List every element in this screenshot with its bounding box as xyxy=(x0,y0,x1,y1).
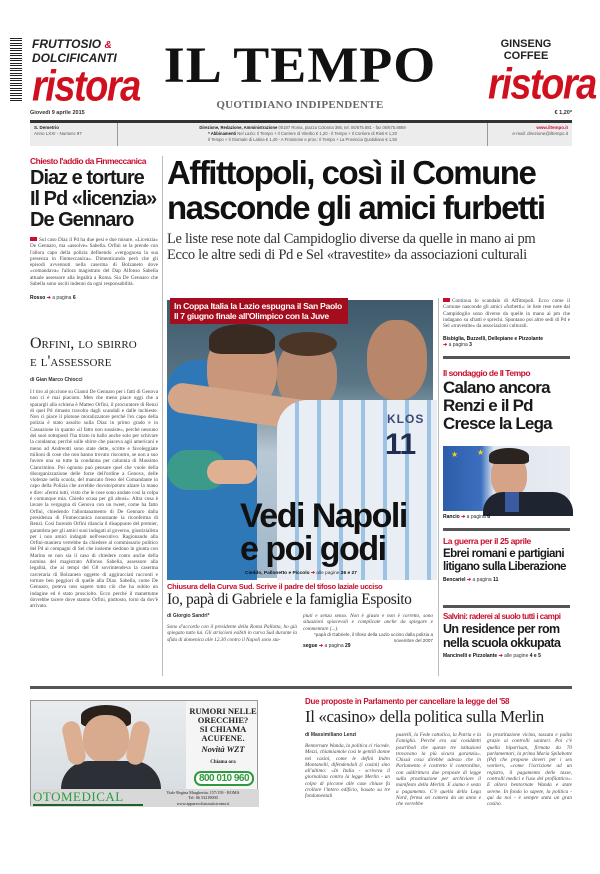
renzi-photo[interactable] xyxy=(443,446,570,511)
headline-line: Renzi e il Pd xyxy=(443,396,533,415)
story-col1: Bentornate Wanda, la politica ci riscede. Mezzi, chiamiamole così le gentili donne nei casini, come le definì Indro Montanelli, difendendoli (i casini) sino all'ultimo: «In Italia - scriveva il giornalista contro la legge Merlin - un colpo di piccone alle case chiuse fa crollare l'intero edificio, basato su tre fondamentali xyxy=(305,743,390,800)
headline-line: Ebrei romani e partigiani xyxy=(443,547,564,560)
editorial-title[interactable] xyxy=(30,335,158,371)
section-rule xyxy=(443,605,570,608)
issue-number: Anno LXXI - Numero 97 xyxy=(34,131,82,136)
story-author: di Massimiliano Lenzi xyxy=(305,732,357,738)
story-ref[interactable] xyxy=(30,295,158,301)
story-headline[interactable] xyxy=(30,168,158,231)
player-hair xyxy=(209,324,275,354)
ref-page-number: 26 e 27 xyxy=(340,571,357,576)
story-body xyxy=(30,237,158,294)
ad-line: ACUFENE. xyxy=(201,733,245,743)
title-line: Orfini, lo sbirro xyxy=(30,335,137,352)
story-headline[interactable] xyxy=(443,622,573,650)
story-headline[interactable] xyxy=(443,547,573,573)
ref-page-label: alle pagine xyxy=(316,571,340,576)
info-bundles: Nel Lazio: Il Tempo + Il Corriere di Viterbo € 1,20 - Il Tempo + Il Corriere di Rieti € 1,20 xyxy=(237,130,397,136)
ref-author: segue xyxy=(303,643,318,649)
story-note: *papà di Gabriele, il tifoso della Lazio ucciso dalla polizia a novembre del 2007 xyxy=(314,632,433,643)
sport-ref[interactable] xyxy=(245,571,435,576)
red-bullet-icon xyxy=(443,298,450,302)
ref-page-label: a pagina xyxy=(472,577,492,583)
saint-of-day: S. Demetrio xyxy=(34,125,60,130)
story-body-text: Sul caso Diaz il Pd ha due pesi e due misure. «Licenzia» De Gennaro, ma «assolve» Sabella. Orfini se la prende con l'allora capo della polizia definendo «vergognosa la sua presenza in Finmeccanica». Dimenticando però che gli episodi avvennuti nella caserma di Bolzaneto dove «comandava» l'allora magistrato del Dap Alfonso Sabella attuale assessore alla legalità a Roma. Sia De Gennaro che Sabella sono usciti indenni da ogni responsabilità. xyxy=(30,237,158,288)
ref-page-label: alle pagine xyxy=(504,653,529,659)
headline-line: De Gennaro xyxy=(30,209,134,231)
ad-brand-logo: OTOMEDICAL xyxy=(33,789,124,804)
story-kicker: Due proposte in Parlamento per cancellare la legge del '58 xyxy=(305,697,510,706)
ad-brand-underline xyxy=(33,804,143,806)
story-ref[interactable] xyxy=(303,643,433,649)
eu-star-icon: ★ xyxy=(451,450,459,459)
story-merlin xyxy=(305,697,573,808)
ref-page-label: a pagina xyxy=(448,342,468,348)
promo-line1: GINSENG xyxy=(500,38,552,50)
promo-line2: DOLCIFICANTI xyxy=(32,51,117,65)
ref-page-number: 4 e 5 xyxy=(529,653,541,659)
subhead-line: Ecco le altre sedi di Pd e Sel «travestite» da associazioni culturali xyxy=(167,247,527,263)
ad-line: SI CHIAMA xyxy=(199,724,247,734)
email-link[interactable]: e-mail: direzione@iltempo.it xyxy=(512,131,568,136)
ad-contact-line: www.apparecchiacusticiroma.it xyxy=(176,800,230,806)
ref-page-number: 6 xyxy=(72,295,76,301)
man-hand xyxy=(125,720,152,767)
headline-line: nella scuola okkupata xyxy=(443,636,561,650)
story-war xyxy=(443,536,573,583)
ref-author: Rosso xyxy=(30,295,46,301)
ref-page-number: 11 xyxy=(493,577,499,583)
story-col3: la prostituzione vicina, tassata e pulita grazie ai controlli sanitari. Poi c'è quella bipartisan, firmata da 70 parlamentari, la prima Maria Spilabotte (Pd) che propone doveri per i sex workers, «come l'iscrizione ad un registro, il pagamento delle tasse, controlli medici e l'uso del profilattico». E allora bentornate Wanda e state serene. In fondo lo sapete, la politica - qui da noi - è sempre stata un gran casino. xyxy=(487,732,572,808)
poll-ref[interactable] xyxy=(443,514,490,520)
editorial-body: I l tiro al piccione su Gianni De Gennaro per i fatti di Genova non ci è mai piaciuto. Men che meno piace oggi che a sparargli alla schiena è Matteo Orfini, il procuratore di Renzi di quel Pd rimasto travolto dagli scandali e dalle inchieste. Non ci piace il plotone moralizzatore perché l'ex capo della polizia è stato assolto sulla Diaz in primo grado e in Cassazione in quanto «il fatto non sussiste», perché nessuno dei suoi sottoposti l'ha tirato in ballo anche solo per schivare la condanna; perché sulle sbirre che piaceva agli americani e meno ad Andreotti sono state dette, scritte e favoleggiate milioni di cose che non hanno trovato riscontro, se non a suo favore una su tutte la condanna per calunnia di Massimo Ciancimino. Poi ognuno può pensare quel che vuole della disorganizzazione delle forze dell'ordine a Genova, delle violenze nella scuola, del mancato freno del Comandante in capo della Polizia che avrebbe dovuto/potuto alzare la mano e dire: «fermi tutti, visto che le cose sono andate così la colpa è comunque mia. Chiedo scusa per gli abusi». Altra cosa è lavare la vergogna di Genova con un tweet, come ha fatto Orfini, chiedendo l'allontanamento di De Gennaro dalla presidenza di Finmeccanica nonostante la riconferma di Renzi. Così facendo Orfini rilancia il disappunto del premier, garantista per gli amici suoi indagati al governo, giustizialista per i non amici indagati nell'esecutivo. Ragionando alla Orfini-maniera verrebbe da chiedere al commissario politico del Pd ai compagni di Sel che insieme siedono in giunta con Marino se non sia il caso di chiedere conto anche della nomina del magistrato Alfonso Sabella, assessore alla legalità, che ai tempi del G8 sovrintendeva la caserma carceraria di Bolzaneto oggetto di aggiracciati racconti e torture ben peggiori di quelle alla Diaz. Sabella, come De Gennaro, poteva non sapere tutto ciò che ha subito un indagine ed è stato prosciolto. Ecco perché il manettume dovrebbe tacere dove stanno Orfini, piuttosto, torni da dov'è arrivato. xyxy=(30,389,158,610)
ref-author: Mancinelli e Pizzolante xyxy=(443,653,498,659)
column-divider xyxy=(162,156,163,676)
column-divider xyxy=(438,298,439,676)
ref-authors: Cieddo, Pallonetto e Piccolo xyxy=(245,571,310,576)
headline-line: Diaz e torture xyxy=(30,167,144,189)
story-poll xyxy=(443,368,573,433)
section-rule xyxy=(443,356,570,359)
headline-line: Affittopoli, così il Comune xyxy=(167,154,536,191)
masthead-logo: IL TEMPO xyxy=(163,36,437,94)
lead-authors: Bisbiglia, Buzzelli, Dellepiane e Pizzolante xyxy=(443,336,544,342)
editorial xyxy=(30,335,158,715)
story-headline[interactable]: Il «casino» della politica sulla Merlin xyxy=(305,707,544,726)
info-bar xyxy=(30,120,572,146)
banner-line: Il 7 giugno finale all'Olimpico con la Juve xyxy=(174,311,329,321)
ref-author: Bencariel xyxy=(443,577,466,583)
ref-author: Rancio xyxy=(443,514,460,520)
jersey-name: KLOS xyxy=(387,412,425,426)
story-body-right: piuti e senza senso. Non è giusto e non è corretto, sono situazioni spiacevoli e complicate anche da spiegare e commentare (...). xyxy=(303,613,433,632)
headline-line: Un residence per rom xyxy=(443,622,560,636)
player-face xyxy=(367,320,427,400)
info-address: 00187 Roma, piazza Colonna 366, tel. 06/675.881 - fax 06/675.8869 xyxy=(278,125,406,130)
ref-page-number: 8 xyxy=(487,514,491,520)
ad-call-label: Chiama ora xyxy=(210,760,236,765)
man-suit xyxy=(61,761,161,789)
price: € 1,20* xyxy=(554,110,572,116)
story-headline[interactable] xyxy=(443,379,573,433)
ref-page-number: 3 xyxy=(469,342,472,348)
promo-line2: COFFEE xyxy=(503,50,549,62)
promo-brand-logo: ristora xyxy=(488,60,596,109)
arrow-icon: ➔ xyxy=(498,653,503,659)
story-author: di Giorgio Sandri* xyxy=(167,613,210,619)
ad-photo xyxy=(31,701,186,789)
story-ref[interactable] xyxy=(443,653,573,659)
headline-line: e poi godi xyxy=(240,530,386,568)
info-bundles-2: Il Tempo + Il Giornale di Latina € 1,40 - A Frosinone e prov.: Il Tempo + La Provincia Quotidiano € 1,50 xyxy=(207,136,397,142)
ad-headline xyxy=(189,707,257,767)
headline-line: Calano ancora xyxy=(443,378,550,397)
promo-line1: FRUTTOSIO xyxy=(32,37,102,51)
story-diaz xyxy=(30,156,158,301)
headline-line: nasconde gli amici furbetti xyxy=(167,189,545,226)
ad-contact-line: Tel. 06 33219000 xyxy=(188,795,218,801)
banner-line: In Coppa Italia la Lazio espugna il San Paolo xyxy=(174,301,342,311)
lead-headline[interactable] xyxy=(167,155,572,225)
issue-date: Giovedì 9 aprile 2015 xyxy=(30,110,85,116)
arrow-icon: ➔ xyxy=(46,295,51,301)
ad-footer xyxy=(31,789,259,807)
arrow-icon: ➔ xyxy=(318,643,324,649)
lead-body xyxy=(443,298,570,336)
headline-line: Il Pd «licenzia» xyxy=(30,188,157,210)
headline-line: Vedi Napoli xyxy=(240,497,407,535)
headline-line: Cresce la Lega xyxy=(443,414,552,433)
jersey-number: 11 xyxy=(385,428,416,461)
section-rule xyxy=(30,686,572,689)
player-hair xyxy=(279,332,337,356)
story-col2: pustelli, la Fede cattolica, la Patria e la Famiglia. Perché era sui cosiddetti postriboli che queste tre istituzioni trovavano la più sicura garanzia». Chissà cosa direbbe adesso che in Parlamento è costretto il contrordine, con addirittura due proposte di legge sulla prostituzione per archiviare il manifesto della Merlin. E siamo è sesto a pagamento. C'è quella della Lega Nord, ferma sei camera da un anno e che vorrebbe xyxy=(396,732,481,808)
info-address-label: Direzione, Redazione, Amministrazione xyxy=(199,125,278,130)
story-kicker: Chiusura della Curva Sud. Scrive il padre del tifoso laziale ucciso xyxy=(167,582,383,591)
advertisement-otomedical[interactable] xyxy=(30,700,258,806)
story-headline[interactable]: Io, papà di Gabriele e la famiglia Esposito xyxy=(167,591,412,608)
section-rule xyxy=(443,528,570,531)
sport-headline[interactable] xyxy=(240,497,435,568)
story-ref[interactable] xyxy=(443,577,573,583)
story-kicker: La guerra per il 25 aprile xyxy=(443,536,531,546)
lead-body-text: Continua lo scandalo di Affittopoli. Ecco come il Comune nasconde gli amici «furbetti»: le liste rese note dal Campidoglio sono diverse da quelle in mano ai pm che indagano su sfratti e sprechi. Spuntano poi altre sedi di Pd e Sel «travestite» da associazioni culturali. xyxy=(443,298,570,330)
left-promo-ad xyxy=(32,37,140,111)
ad-phone-number[interactable]: 800 010 960 xyxy=(194,771,254,786)
info-bundles-label: * Abbinamenti xyxy=(208,130,237,136)
headline-line: litigano sulla Liberazione xyxy=(443,560,566,573)
story-kicker: Salvini: raderei al suolo tutti i campi xyxy=(443,612,561,621)
player-hand xyxy=(207,460,257,484)
man-hand xyxy=(61,720,88,767)
lead-story xyxy=(167,155,572,263)
lead-ref[interactable] xyxy=(443,342,570,348)
story-body-left: Sono d'accordo con il presidente della Roma Pallotta, ho già spiegato tutto lui. Gli striscioni esibiti in curva Sud durante la sfida di domenica alle 12.30 contro il Napoli sono sta- xyxy=(167,624,297,643)
story-kicker: Il sondaggio de Il Tempo xyxy=(443,368,531,378)
story-salvini xyxy=(443,612,573,659)
right-promo-ad xyxy=(478,38,596,109)
renzi-suit xyxy=(483,492,573,516)
lead-story-body xyxy=(443,298,570,359)
story-curva xyxy=(167,582,433,650)
ad-line: RUMORI NELLE xyxy=(189,706,257,716)
barcode xyxy=(10,38,22,102)
ad-contact-line: Viale Regina Margherita, 157/159 - ROMA xyxy=(166,790,240,795)
masthead-tagline: QUOTIDIANO INDIPENDENTE xyxy=(216,99,384,111)
ref-page-label: a pagina xyxy=(52,295,72,301)
lead-subhead xyxy=(167,231,572,263)
red-bullet-icon xyxy=(30,237,37,241)
renzi-hair xyxy=(489,448,529,464)
sport-banner[interactable] xyxy=(170,298,348,324)
ad-line: ORECCHIE? xyxy=(197,715,249,725)
subhead-line: Le liste rese note dal Campidoglio diverse da quelle in mano ai pm xyxy=(167,231,536,247)
promo-brand-logo: ristora xyxy=(32,62,140,111)
promo-amp: & xyxy=(104,40,112,51)
arrow-icon: ➔ xyxy=(466,577,472,583)
ref-page-label: a pagina xyxy=(466,514,486,520)
arrow-icon: ➔ xyxy=(461,514,466,520)
ref-page-label: a pagina xyxy=(324,643,344,649)
ad-contact xyxy=(149,790,257,806)
editorial-author: di Gian Marco Chiocci xyxy=(30,377,83,383)
arrow-icon: ➔ xyxy=(310,571,315,576)
story-kicker: Chiesto l'addio da Finmeccanica xyxy=(30,156,146,166)
ad-novelty: Novità WZT xyxy=(201,744,245,754)
title-line: e l'assessore xyxy=(30,353,112,370)
renzi-tie xyxy=(505,492,519,512)
arrow-icon: ➔ xyxy=(443,342,448,348)
eu-star-icon: ★ xyxy=(477,448,485,457)
website-link[interactable]: www.iltempo.it xyxy=(536,125,568,130)
ref-page-number: 29 xyxy=(345,643,351,649)
man-face xyxy=(83,715,129,763)
